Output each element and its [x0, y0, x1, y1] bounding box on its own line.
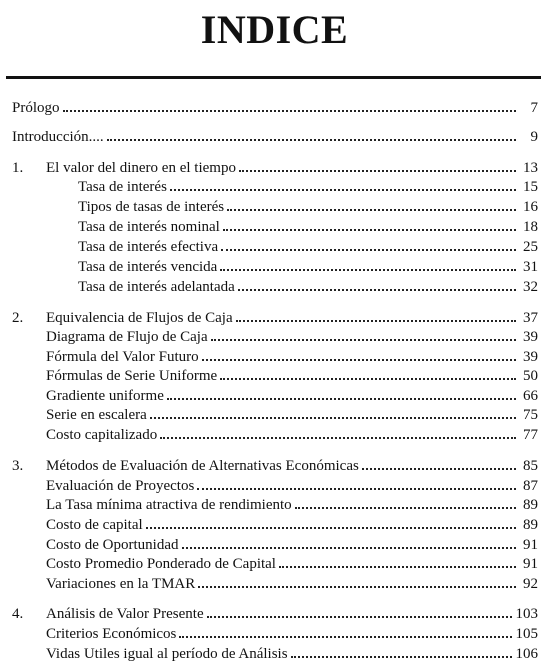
toc-entry-label: Tasa de interés adelantada: [78, 279, 235, 295]
page-number: 106: [515, 646, 538, 662]
toc-entry: [46, 554, 538, 574]
page-number: 7: [530, 100, 538, 116]
toc-entry-label: Diagrama de Flujo de Caja: [46, 329, 208, 345]
chapter-number: 2.: [12, 310, 24, 326]
dot-leader: [227, 209, 516, 211]
toc-entry: [78, 257, 538, 277]
toc-entry-label: El valor del dinero en el tiempo: [46, 160, 236, 176]
page-number: 32: [523, 279, 538, 295]
page-number: 87: [523, 478, 538, 494]
page-number: 75: [523, 407, 538, 423]
toc-entry: [46, 535, 538, 555]
page-title: INDICE: [200, 7, 349, 52]
toc-entry: [46, 405, 538, 425]
toc-entry-label: Fórmulas de Serie Uniforme: [46, 368, 218, 384]
toc-entry-label: Introducción....: [12, 129, 104, 145]
toc-entry: [46, 624, 538, 644]
dot-leader: [202, 359, 516, 361]
toc-entry: [46, 476, 538, 496]
toc-entry-label: Criterios Económicos: [46, 626, 177, 642]
toc-entry: [12, 127, 538, 147]
dot-leader: [150, 417, 516, 419]
dot-leader: [207, 616, 512, 618]
page-number: 89: [523, 517, 538, 533]
toc-entry: [46, 327, 538, 347]
dot-leader: [223, 229, 516, 231]
toc-entry-label: Costo Promedio Ponderado de Capital: [46, 556, 276, 572]
page-number: 15: [523, 179, 538, 195]
dot-leader: [279, 566, 516, 568]
toc-entry: [12, 456, 538, 476]
toc-entry-label: Costo de capital: [46, 517, 143, 533]
toc-entry-label: Gradiente uniforme: [46, 388, 164, 404]
toc-entry-label: Métodos de Evaluación de Alternativas Económicas: [46, 458, 359, 474]
page-number: 37: [523, 310, 538, 326]
toc-entry: [46, 515, 538, 535]
toc-entry-label: Análisis de Valor Presente: [46, 606, 204, 622]
toc-entry-label: Evaluación de Proyectos: [46, 478, 195, 494]
dot-leader: [238, 289, 516, 291]
toc-entry: [46, 495, 538, 515]
toc-entry-label: Variaciones en la TMAR: [46, 576, 196, 592]
dot-leader: [170, 189, 516, 191]
toc-entry-label: Vidas Utiles igual al período de Análisis: [46, 646, 288, 662]
toc-entry-label: Costo de Oportunidad: [46, 537, 179, 553]
dot-leader: [221, 249, 516, 251]
toc-entry: [78, 277, 538, 297]
toc-entry-label: Tipos de tasas de interés: [78, 199, 225, 215]
dot-leader: [63, 110, 516, 112]
toc-entry: [78, 177, 538, 197]
toc-entry-label: Equivalencia de Flujos de Caja: [46, 310, 233, 326]
page-number: 39: [523, 329, 538, 345]
dot-leader: [211, 339, 516, 341]
page-number: 13: [523, 160, 538, 176]
page-number: 89: [523, 497, 538, 513]
toc-entry-label: La Tasa mínima atractiva de rendimiento: [46, 497, 292, 513]
page-number: 85: [523, 458, 538, 474]
dot-leader: [107, 139, 516, 141]
toc-entry: [46, 386, 538, 406]
page-number: 91: [523, 537, 538, 553]
page-number: 77: [523, 427, 538, 443]
page-number: 105: [515, 626, 538, 642]
toc-entry-label: Tasa de interés efectiva: [78, 239, 219, 255]
page-number: 9: [530, 129, 538, 145]
toc-entry: [12, 98, 538, 118]
dot-leader: [182, 547, 517, 549]
chapter-number: 1.: [12, 160, 24, 176]
dot-leader: [197, 488, 516, 490]
toc-entry: [12, 158, 538, 178]
toc-entry-label: Prólogo: [12, 100, 60, 116]
dot-leader: [179, 636, 511, 638]
dot-leader: [167, 398, 516, 400]
dot-leader: [220, 378, 516, 380]
dot-leader: [239, 170, 516, 172]
page-number: 16: [523, 199, 538, 215]
toc-entry: [78, 217, 538, 237]
chapter-number: 4.: [12, 606, 24, 622]
toc-entry: [46, 644, 538, 664]
page-number: 66: [523, 388, 538, 404]
title-rule: [6, 76, 541, 79]
dot-leader: [160, 437, 516, 439]
dot-leader: [295, 507, 516, 509]
toc-entry: [78, 197, 538, 217]
toc-entry-label: Fórmula del Valor Futuro: [46, 349, 199, 365]
toc-entry-label: Tasa de interés: [78, 179, 167, 195]
toc-entry-label: Costo capitalizado: [46, 427, 158, 443]
toc-entry: [46, 347, 538, 367]
toc-entry: [46, 366, 538, 386]
page-number: 25: [523, 239, 538, 255]
page-number: 103: [515, 606, 538, 622]
toc-entry-label: Serie en escalera: [46, 407, 147, 423]
dot-leader: [291, 656, 512, 658]
chapter-number: 3.: [12, 458, 24, 474]
page-number: 92: [523, 576, 538, 592]
dot-leader: [362, 468, 516, 470]
toc-entry: [78, 237, 538, 257]
dot-leader: [220, 269, 516, 271]
dot-leader: [236, 320, 516, 322]
page-number: 50: [523, 368, 538, 384]
page-number: 31: [523, 259, 538, 275]
page-number: 91: [523, 556, 538, 572]
dot-leader: [146, 527, 516, 529]
toc-entry: [46, 574, 538, 594]
page-number: 39: [523, 349, 538, 365]
toc-entry: [46, 425, 538, 445]
dot-leader: [198, 586, 516, 588]
page-number: 18: [523, 219, 538, 235]
toc-entry-label: Tasa de interés nominal: [78, 219, 220, 235]
toc-entry: [12, 308, 538, 328]
toc-entry-label: Tasa de interés vencida: [78, 259, 218, 275]
toc-entry: [12, 604, 538, 624]
